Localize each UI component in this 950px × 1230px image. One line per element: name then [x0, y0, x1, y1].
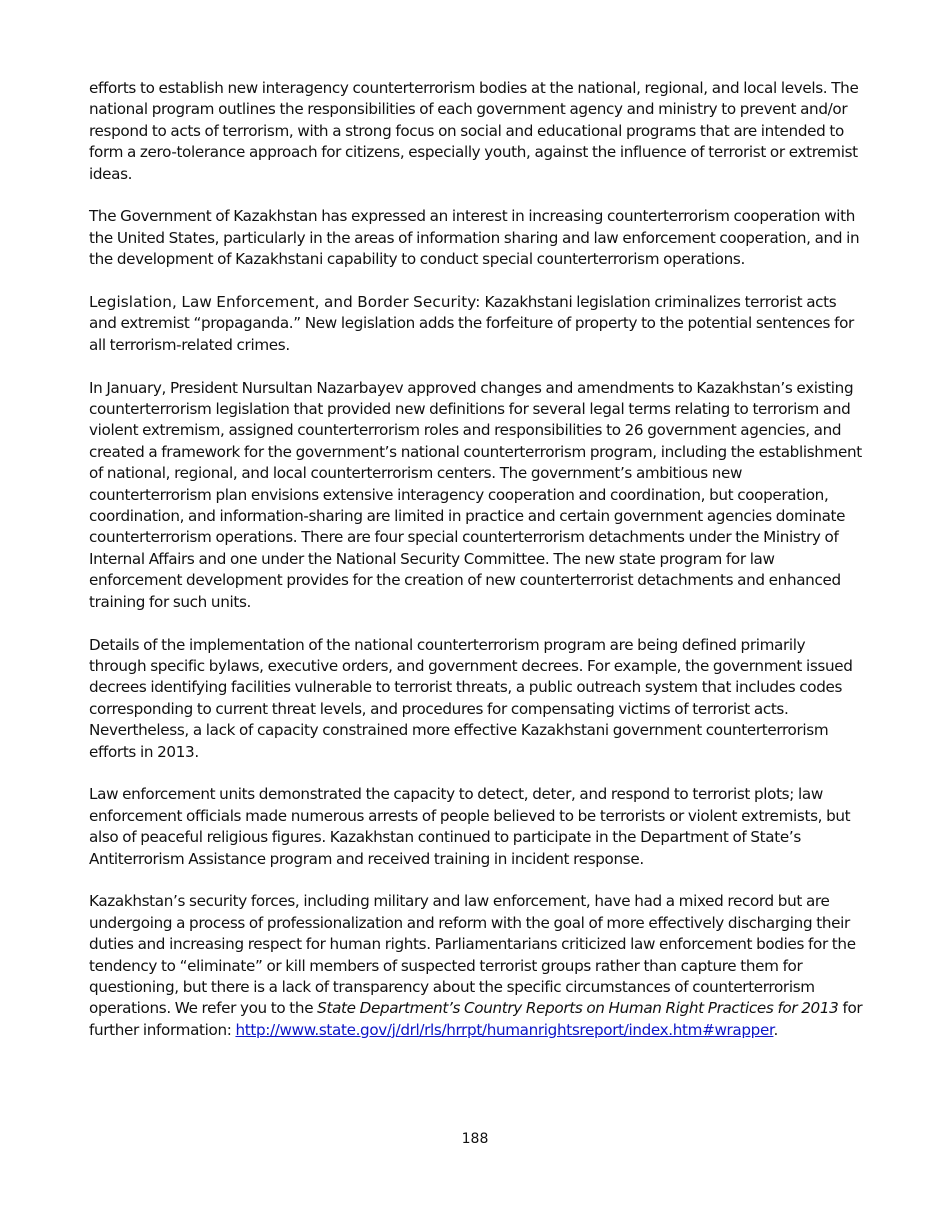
body-text: [89, 78, 864, 1063]
paragraph-amendments: In January, President Nursultan Nazarbayev approved changes and amendments to Kazakhstan’s existing counterterrorism legislation that provided new definitions for several legal terms relating to terrorism and violent extremism, assigned counterterrorism roles and responsibilities to 26 government agencies, and created a framework for the government’s national counterterrorism program, including the establishment of national, regional, and local counterterrorism centers. The government’s ambitious new counterterrorism plan envisions extensive interagency cooperation and coordination, but cooperation, coordination, and information-sharing are limited in practice and certain government agencies dominate counterterrorism operations. There are four special counterterrorism detachments under the Ministry of Internal Affairs and one under the National Security Committee. The new state program for law enforcement development provides for the creation of new counterterrorist detachments and enhanced training for such units.: [89, 378, 862, 611]
section-heading: Legislation, Law Enforcement, and Border Security:: [89, 293, 481, 312]
closing-period: .: [773, 1020, 778, 1039]
paragraph-security-forces: [89, 891, 864, 1041]
further-info-text: for further information:: [89, 999, 863, 1039]
paragraph-implementation: Details of the implementation of the national counterterrorism program are being defined primarily through specific bylaws, executive orders, and government decrees. For example, the government issued decrees identifying facilities vulnerable to terrorist threats, a public outreach system that includes codes corresponding to current threat levels, and procedures for compensating victims of terrorist acts. Nevertheless, a lack of capacity constrained more effective Kazakhstani government counterterrorism efforts in 2013.: [89, 635, 853, 761]
paragraph-legislation: [89, 292, 864, 356]
report-title: State Department’s Country Reports on Human Right Practices for 2013: [317, 999, 839, 1018]
paragraph-law-enforcement: Law enforcement units demonstrated the capacity to detect, deter, and respond to terrorist plots; law enforcement officials made numerous arrests of people believed to be terrorists or violent extremists, but also of peaceful religious figures. Kazakhstan continued to participate in the Department of State’s Antiterrorism Assistance program and received training in incident response.: [89, 785, 851, 868]
human-rights-report-link[interactable]: http://www.state.gov/j/drl/rls/hrrpt/humanrightsreport/index.htm#wrapper: [235, 1020, 774, 1039]
legislation-text: Kazakhstani legislation criminalizes terrorist acts and extremist “propaganda.” New legislation adds the forfeiture of property to the potential sentences for all terrorism-related crimes.: [89, 293, 854, 354]
paragraph-us-cooperation: The Government of Kazakhstan has expressed an interest in increasing counterterrorism cooperation with the United States, particularly in the areas of information sharing and law enforcement cooperation, and in the development of Kazakhstani capability to conduct special counterterrorism operations.: [89, 207, 860, 269]
page-number: 188: [461, 1131, 489, 1147]
security-forces-text: Kazakhstan’s security forces, including military and law enforcement, have had a mixed record but are undergoing a process of professionalization and reform with the goal of more effectively discharging their duties and increasing respect for human rights. Parliamentarians criticized law enforcement bodies for the tendency to “eliminate” or kill members of suspected terrorist groups rather than capture them for questioning, but there is a lack of transparency about the specific circumstances of counterterrorism operations. We refer you to the: [89, 892, 856, 1018]
paragraph-interagency-bodies: efforts to establish new interagency counterterrorism bodies at the national, regional, and local levels. The national program outlines the responsibilities of each government agency and ministry to prevent and/or respond to acts of terrorism, with a strong focus on social and educational programs that are intended to form a zero-tolerance approach for citizens, especially youth, against the influence of terrorist or extremist ideas.: [89, 79, 859, 183]
